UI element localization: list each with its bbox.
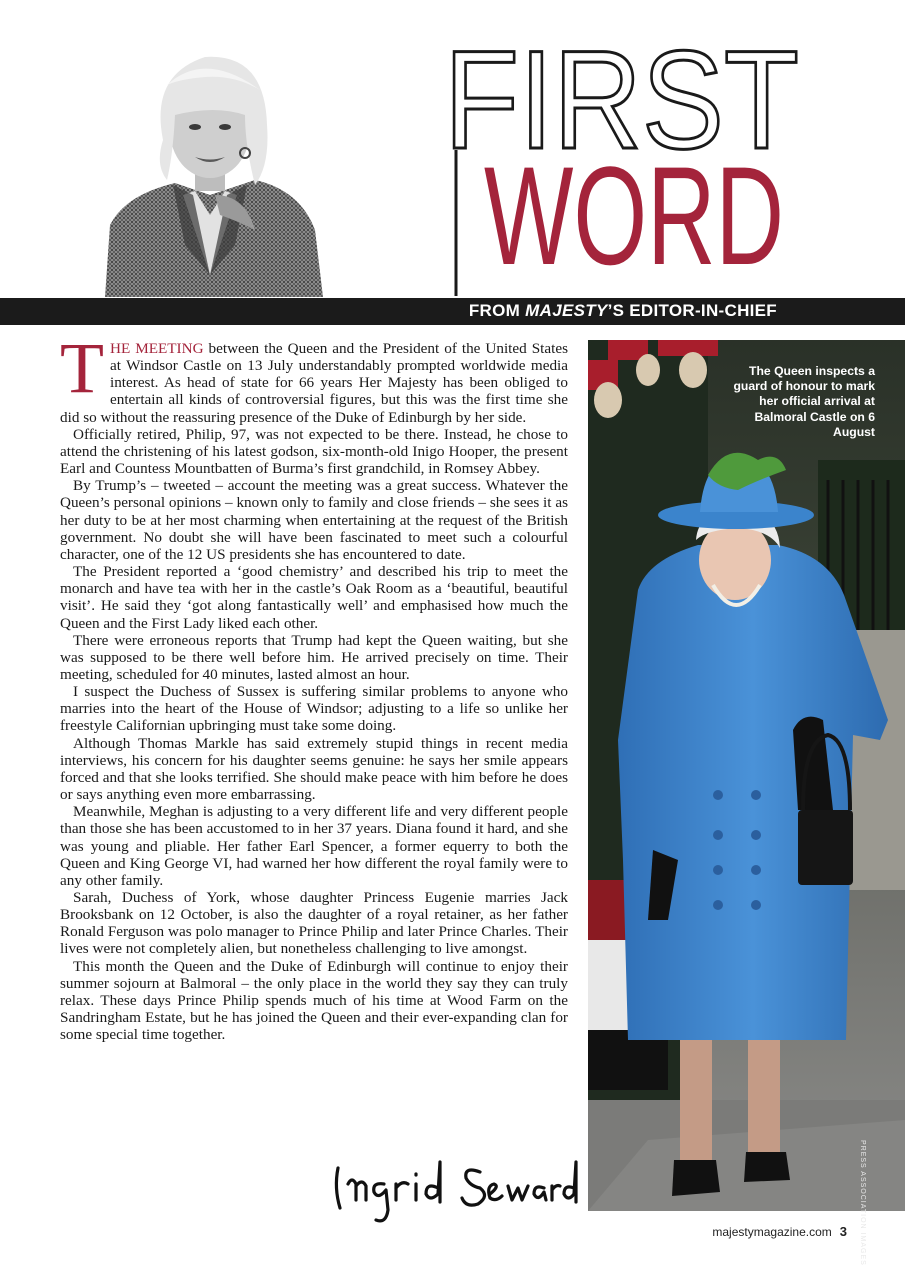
svg-text:FIRST: FIRST <box>444 21 799 178</box>
article-paragraph: Sarah, Duchess of York, whose daughter Princess Eugenie marries Jack Brooksbank on 12 October, is also the daughter of a royal retainer, as her father Ronald Ferguson was polo manager to Prince Philip and later Prince Charles. Their lives were not completely alien, but nonetheless challenging to live amongst. <box>60 889 568 958</box>
article-paragraph: The President reported a ‘good chemistry’ and described his trip to meet the monarch and have tea with her in the castle’s Oak Room as a ‘beautiful, beautiful visit’. He said they ‘got along fantastically well’ and emphasised how much the Queen and the First Lady liked each other. <box>60 563 568 632</box>
photo-credit: PRESS ASSOCIATION IMAGES <box>859 1140 866 1266</box>
article-body <box>60 328 568 1044</box>
article-paragraph: Meanwhile, Meghan is adjusting to a very different life and very different people than those she has been accustomed to in her 37 years. Diana found it hard, and she was young and pliable. Her father Earl Spencer, a former equerry to both the Queen and King George VI, had warned her how different the royal family were to any other family. <box>60 803 568 889</box>
article-paragraph: I suspect the Duchess of Sussex is suffering similar problems to anyone who marries into the heart of the House of Windsor; adjusting to a life so unlike her freestyle Californian upbringing must take some doing. <box>60 683 568 735</box>
masthead-word <box>452 137 812 296</box>
editor-portrait <box>95 45 325 297</box>
page-footer <box>712 1224 847 1239</box>
svg-text:WORD: WORD <box>484 137 784 294</box>
article-paragraph: By Trump’s – tweeted – account the meeting was a great success. Whatever the Queen’s personal opinions – known only to family and close friends – she sees it as her duty to be at her most charming when entertaining at the request of the British government. No doubt she will have been fascinated to meet such a colourful character, one of the 12 US presidents she has encountered to date. <box>60 477 568 563</box>
article-paragraph: There were erroneous reports that Trump had kept the Queen waiting, but she was supposed to be there well before him. He arrived precisely on time. Their meeting, scheduled for 40 minutes, lasted almost an hour. <box>60 631 568 683</box>
queen-photo-image <box>588 340 905 1211</box>
lead-in: HE MEETING <box>109 340 204 357</box>
photo-caption: The Queen inspects a guard of honour to mark her official arrival at Balmoral Castle on 6 August <box>733 364 875 439</box>
page-number: 3 <box>839 1224 847 1239</box>
article-paragraph: This month the Queen and the Duke of Edinburgh will continue to enjoy their summer sojourn at Balmoral – the only place in the world they say they can truly relax. These days Prince Philip spends much of his time at Wood Farm on the Sandringham Estate, but he has joined the Queen and their ever-expanding clan for some special time together. <box>60 957 568 1044</box>
masthead-first <box>444 21 812 178</box>
article-paragraph: Although Thomas Markle has said extremely stupid things in recent media interviews, his concern for his daughter seems genuine: he says her smile appears forced and that she looks terrified. She should make peace with him before he does or says anything even more embarrassing. <box>60 734 568 804</box>
article-paragraph: THE MEETING between the Queen and the President of the United States at Windsor Castle on 13 July understandably prompted worldwide media interest. As head of state for 66 years Her Majesty has been obliged to entertain all kinds of controversial figures, but this was the first time she did so without the reassuring presence of the Duke of Edinburgh by her side. <box>60 328 568 426</box>
footer-url[interactable]: majestymagazine.com <box>712 1225 832 1239</box>
article-paragraph: Officially retired, Philip, 97, was not expected to be there. Instead, he chose to attend the christening of his latest godson, six-month-old Inigo Hooper, the present Earl and Countess Mountbatten of Burma’s first grandchild, in Romsey Abbey. <box>60 425 568 478</box>
masthead-subtitle: FROM MAJESTY’S EDITOR-IN-CHIEF <box>468 301 777 320</box>
drop-cap: T <box>60 328 104 408</box>
editor-signature <box>330 1148 575 1228</box>
